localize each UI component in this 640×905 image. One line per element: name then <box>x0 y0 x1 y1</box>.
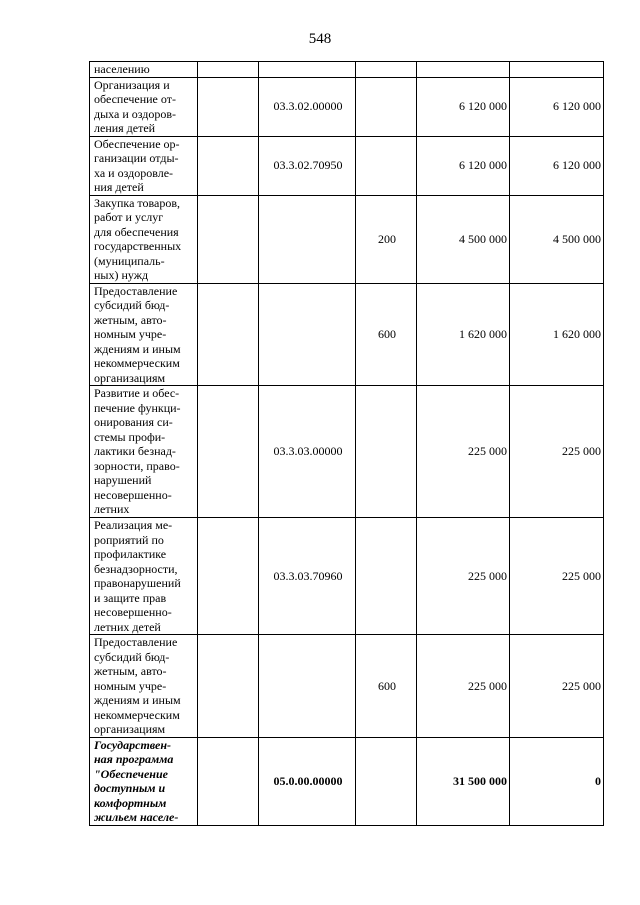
row-code-cell: 03.3.02.00000 <box>259 77 356 136</box>
row-amount2-cell: 6 120 000 <box>510 77 604 136</box>
table-row <box>90 77 604 136</box>
table-row <box>90 518 604 635</box>
row-amount-cell: 6 120 000 <box>417 77 510 136</box>
row-amount2-cell: 225 000 <box>510 518 604 635</box>
row-amount-cell: 225 000 <box>417 518 510 635</box>
row-empty-cell <box>198 283 259 386</box>
row-type-cell <box>356 386 417 518</box>
row-type-cell: 600 <box>356 283 417 386</box>
row-empty-cell <box>198 737 259 825</box>
row-empty-cell <box>198 62 259 78</box>
row-name-cell: Реализация ме- роприятий по профилактике безнадзорности, правонарушений и защите прав несовершенно- летних детей <box>90 518 198 635</box>
table-row <box>90 386 604 518</box>
row-empty-cell <box>198 635 259 738</box>
table-row <box>90 635 604 738</box>
budget-table-body <box>90 62 604 826</box>
row-name-cell: Предоставление субсидий бюд- жетным, авто- номным учре- ждениям и иным некоммерческим организациям <box>90 283 198 386</box>
row-type-cell: 200 <box>356 195 417 283</box>
row-amount-cell: 225 000 <box>417 386 510 518</box>
row-type-cell <box>356 737 417 825</box>
row-code-cell: 03.3.03.70960 <box>259 518 356 635</box>
table-row <box>90 737 604 825</box>
budget-table <box>89 61 604 826</box>
row-code-cell <box>259 283 356 386</box>
row-name-cell: населению <box>90 62 198 78</box>
page-number: 548 <box>308 31 332 47</box>
table-row <box>90 283 604 386</box>
row-name-cell: Закупка товаров, работ и услуг для обеспечения государственных (муниципаль- ных) нужд <box>90 195 198 283</box>
row-type-cell <box>356 136 417 195</box>
row-type-cell <box>356 62 417 78</box>
row-type-cell: 600 <box>356 635 417 738</box>
row-code-cell <box>259 62 356 78</box>
row-amount2-cell <box>510 62 604 78</box>
row-type-cell <box>356 77 417 136</box>
row-amount2-cell: 225 000 <box>510 635 604 738</box>
row-amount-cell: 6 120 000 <box>417 136 510 195</box>
row-code-cell <box>259 635 356 738</box>
row-amount-cell: 4 500 000 <box>417 195 510 283</box>
row-name-cell: Предоставление субсидий бюд- жетным, авто- номным учре- ждениям и иным некоммерческим организациям <box>90 635 198 738</box>
row-empty-cell <box>198 195 259 283</box>
row-code-cell: 05.0.00.00000 <box>259 737 356 825</box>
row-empty-cell <box>198 77 259 136</box>
row-amount2-cell: 1 620 000 <box>510 283 604 386</box>
row-code-cell: 03.3.02.70950 <box>259 136 356 195</box>
row-empty-cell <box>198 386 259 518</box>
row-name-cell: Развитие и обес- печение функци- онирования си- стемы профи- лактики безнад- зорности, право- нарушений несовершенно- летних <box>90 386 198 518</box>
row-name-cell: Государствен- ная программа "Обеспечение доступным и комфортным жильем населе- <box>90 737 198 825</box>
row-amount-cell <box>417 62 510 78</box>
row-empty-cell <box>198 518 259 635</box>
row-type-cell <box>356 518 417 635</box>
row-amount2-cell: 6 120 000 <box>510 136 604 195</box>
row-name-cell: Обеспечение ор- ганизации отды- ха и оздоровле- ния детей <box>90 136 198 195</box>
table-row <box>90 62 604 78</box>
row-amount2-cell: 0 <box>510 737 604 825</box>
row-amount-cell: 225 000 <box>417 635 510 738</box>
row-name-cell: Организация и обеспечение от- дыха и оздоров- ления детей <box>90 77 198 136</box>
row-code-cell <box>259 195 356 283</box>
row-code-cell: 03.3.03.00000 <box>259 386 356 518</box>
row-amount-cell: 31 500 000 <box>417 737 510 825</box>
row-amount2-cell: 4 500 000 <box>510 195 604 283</box>
row-amount-cell: 1 620 000 <box>417 283 510 386</box>
row-empty-cell <box>198 136 259 195</box>
table-row <box>90 136 604 195</box>
row-amount2-cell: 225 000 <box>510 386 604 518</box>
table-row <box>90 195 604 283</box>
